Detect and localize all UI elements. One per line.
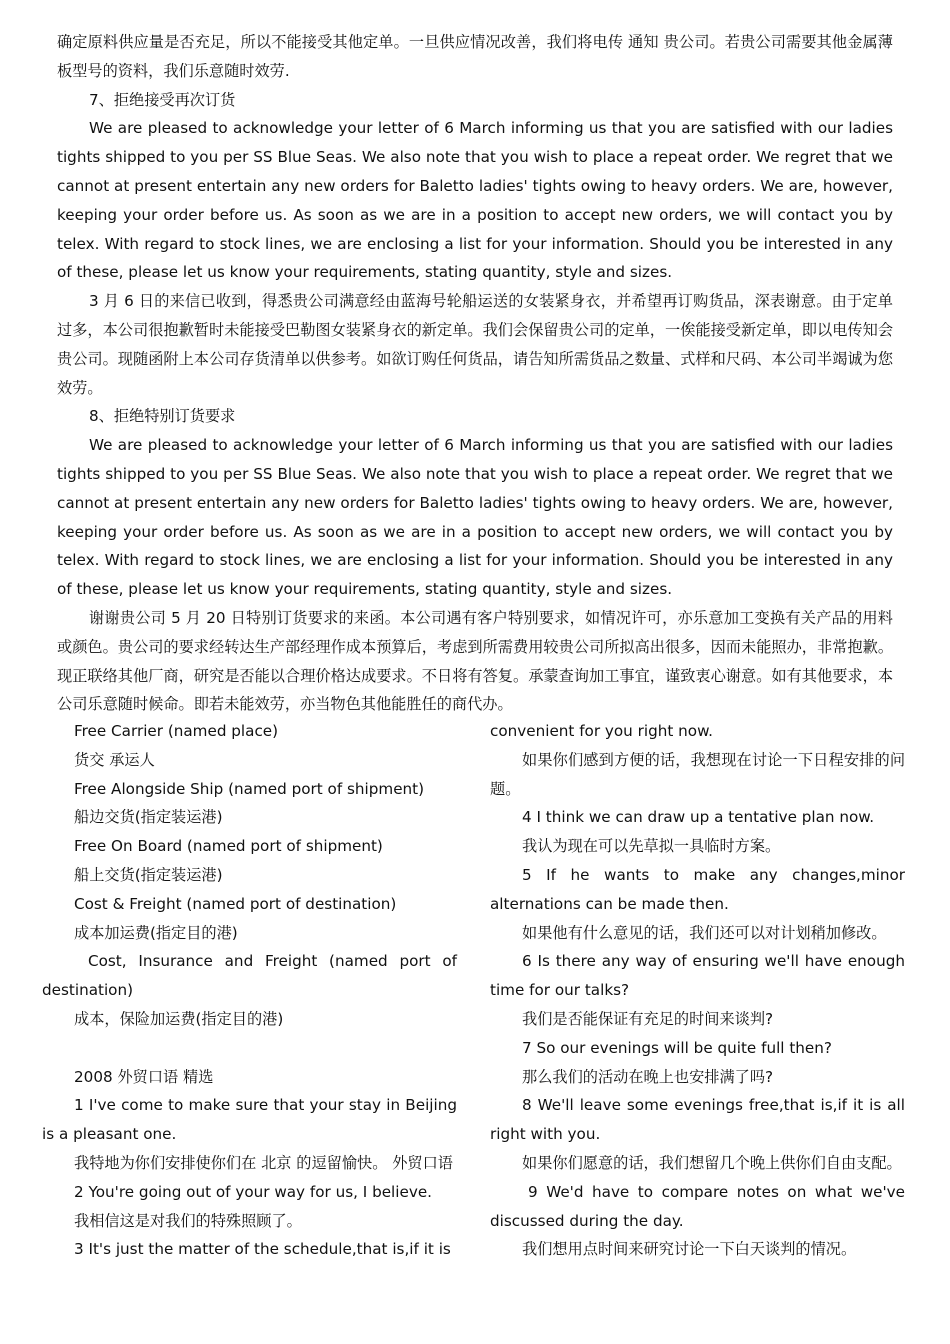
list-item: 9 We'd have to compare notes on what we've discussed during the day.: [490, 1182, 905, 1230]
list-item: Cost, Insurance and Freight (named port of destination): [42, 952, 457, 1000]
list-item: 成本，保险加运费(指定目的港): [74, 1009, 284, 1028]
paragraph-repeat-order-en: We are pleased to acknowledge your letter of 6 March informing us that you are satisfied with our ladies tights shipped to you per SS Blue Seas. We also note that you wish to place a repeat order. We regret that we cannot at present entertain any new orders for Baletto ladies' tights owing to heavy orders. We are, however, keeping your order before us. As soon as we are in a position to accept new orders, we will contact you by telex. With regard to stock lines, we are enclosing a list for your information. Should you be interested in any of these, please let us know your requirements, stating quantity, style and sizes.: [57, 119, 893, 282]
list-item: 货交 承运人: [74, 750, 155, 769]
paragraph-supply-cn: 确定原料供应量是否充足，所以不能接受其他定单。一旦供应情况改善，我们将电传 通知 贵公司。若贵公司需要其他金属薄板型号的资料，我们乐意随时效劳.: [57, 33, 893, 80]
list-item: 3 It's just the matter of the schedule,that is,if it is: [74, 1240, 451, 1259]
left-column: [42, 717, 457, 1264]
list-item: 如果你们愿意的话，我们想留几个晚上供你们自由支配。: [522, 1153, 902, 1172]
list-item: 1 I've come to make sure that your stay in Beijing is a pleasant one.: [42, 1096, 457, 1144]
list-item: 船上交货(指定装运港): [74, 865, 223, 884]
list-item: 船边交货(指定装运港): [74, 808, 223, 827]
top-section: [57, 28, 893, 719]
heading-refuse-special-order: 8、拒绝特别订货要求: [89, 407, 236, 426]
list-item: 2 You're going out of your way for us, I believe.: [74, 1182, 432, 1201]
list-item: 6 Is there any way of ensuring we'll have enough time for our talks?: [490, 952, 905, 1000]
paragraph-special-order-en: We are pleased to acknowledge your letter of 6 March informing us that you are satisfied with our ladies tights shipped to you per SS Blue Seas. We also note that you wish to place a repeat order. We regret that we cannot at present entertain any new orders for Baletto ladies' tights owing to heavy orders. We are, however, keeping your order before us. As soon as we are in a position to accept new orders, we will contact you by telex. With regard to stock lines, we are enclosing a list for your information. Should you be interested in any of these, please let us know your requirements, stating quantity, style and sizes.: [57, 436, 893, 599]
heading-refuse-repeat-order: 7、拒绝接受再次订货: [89, 90, 236, 109]
list-item: 成本加运费(指定目的港): [74, 923, 238, 942]
right-column: [490, 717, 905, 1264]
list-item: 那么我们的活动在晚上也安排满了吗?: [522, 1067, 774, 1086]
list-item: 我们是否能保证有充足的时间来谈判?: [522, 1009, 774, 1028]
list-item: 8 We'll leave some evenings free,that is,if it is all right with you.: [490, 1096, 905, 1144]
list-item: 我认为现在可以先草拟一具临时方案。: [522, 837, 781, 856]
list-item: convenient for you right now.: [490, 722, 713, 740]
list-item: Free On Board (named port of shipment): [74, 837, 383, 856]
section-heading: 2008 外贸口语 精选: [74, 1067, 214, 1086]
list-item: Free Carrier (named place): [74, 722, 279, 740]
list-item: 如果你们感到方便的话，我想现在讨论一下日程安排的问题。: [490, 750, 905, 798]
list-item: Cost & Freight (named port of destination): [74, 894, 397, 913]
list-item: 如果他有什么意见的话，我们还可以对计划稍加修改。: [522, 923, 887, 942]
list-item: 我相信这是对我们的特殊照顾了。: [74, 1211, 302, 1230]
list-item: 7 So our evenings will be quite full then?: [522, 1038, 832, 1057]
paragraph-special-order-cn: 谢谢贵公司 5 月 20 日特别订货要求的来函。本公司遇有客户特别要求，如情况许可，亦乐意加工变换有关产品的用料或颜色。贵公司的要求经转达生产部经理作成本预算后，考虑到所需费用较贵公司所拟高出很多，因而未能照办，非常抱歉。现正联络其他厂商，研究是否能以合理价格达成要求。不日将有答复。承蒙查询加工事宜，谨致衷心谢意。如有其他要求，本公司乐意随时候命。即若未能效劳，亦当物色其他能胜任的商代办。: [57, 608, 893, 714]
list-item: Free Alongside Ship (named port of shipment): [74, 779, 425, 798]
list-item: 我特地为你们安排使你们在 北京 的逗留愉快。 外贸口语: [74, 1153, 453, 1172]
list-item: 4 I think we can draw up a tentative plan now.: [522, 808, 875, 827]
paragraph-repeat-order-cn: 3 月 6 日的来信已收到，得悉贵公司满意经由蓝海号轮船运送的女装紧身衣，并希望再订购货品，深表谢意。由于定单过多，本公司很抱歉暂时未能接受巴勒图女装紧身衣的新定单。我们会保留贵公司的定单，一俟能接受新定单，即以电传知会贵公司。现随函附上本公司存货清单以供参考。如欲订购任何货品，请告知所需货品之数量、式样和尺码、本公司半竭诚为您效劳。: [57, 292, 893, 397]
list-item: 我们想用点时间来研究讨论一下白天谈判的情况。: [522, 1240, 857, 1259]
spacer: [42, 1034, 457, 1063]
list-item: 5 If he wants to make any changes,minor alternations can be made then.: [490, 865, 905, 913]
